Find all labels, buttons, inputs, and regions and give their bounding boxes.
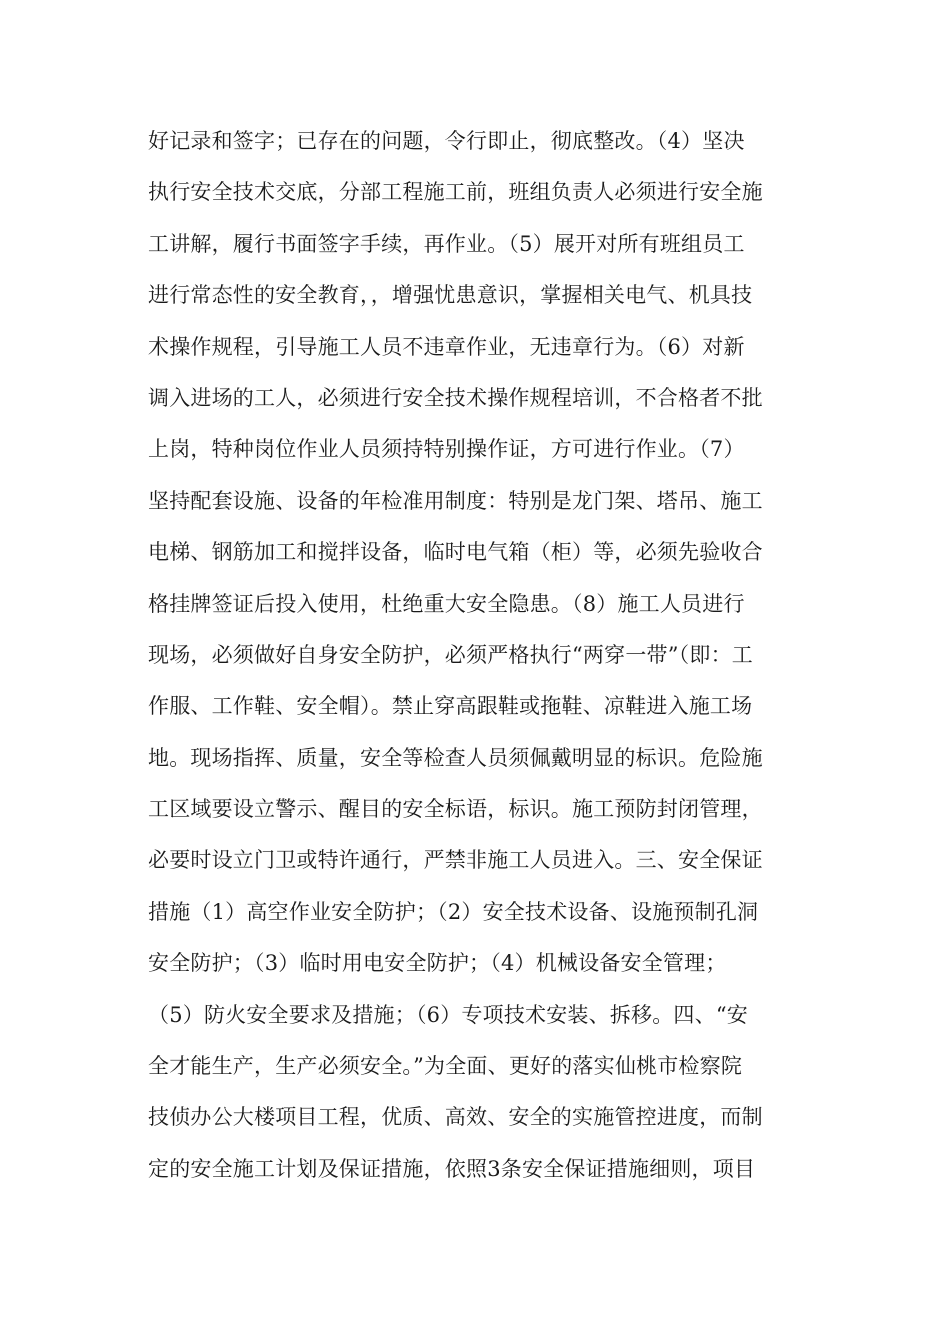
body-text xyxy=(148,116,808,1195)
text-line: 格挂牌签证后投入使用，杜绝重大安全隐患。（8）施工人员进行 xyxy=(148,591,745,616)
text-line: 工讲解，履行书面签字手续，再作业。（5）展开对所有班组员工 xyxy=(148,231,745,256)
text-line: 电梯、钢筋加工和搅拌设备，临时电气箱（柜）等，必须先验收合 xyxy=(148,540,763,565)
text-line: 必要时设立门卫或特许通行，严禁非施工人员进入。三、安全保证 xyxy=(148,848,763,873)
text-line: 工区域要设立警示、醒目的安全标语，标识。施工预防封闭管理， xyxy=(148,797,763,822)
text-line: 定的安全施工计划及保证措施，依照3条安全保证措施细则，项目 xyxy=(148,1156,756,1181)
text-line: 进行常态性的安全教育，，增强忧患意识，掌握相关电气、机具技 xyxy=(148,283,753,308)
text-line: 好记录和签字；已存在的问题，令行即止，彻底整改。（4）坚决 xyxy=(148,129,745,153)
text-line: 调入进场的工人，必须进行安全技术操作规程培训，不合格者不批 xyxy=(148,385,763,410)
text-line: （5）防火安全要求及措施；（6）专项技术安装、拆移。四、“安 xyxy=(148,1002,748,1027)
text-line: 技侦办公大楼项目工程，优质、高效、安全的实施管控进度，而制 xyxy=(148,1105,763,1130)
text-line: 措施（1）高空作业安全防护；（2）安全技术设备、设施预制孔洞 xyxy=(148,899,759,924)
text-line: 作服、工作鞋、安全帽）。禁止穿高跟鞋或拖鞋、凉鞋进入施工场 xyxy=(148,694,753,719)
text-line: 安全防护；（3）临时用电安全防护；（4）机械设备安全管理； xyxy=(148,951,727,976)
text-line: 坚持配套设施、设备的年检准用制度：特别是龙门架、塔吊、施工 xyxy=(148,488,763,513)
text-line: 现场，必须做好自身安全防护，必须严格执行“两穿一带”（即：工 xyxy=(148,642,753,667)
text-line: 全才能生产，生产必须安全。”为全面、更好的落实仙桃市检察院 xyxy=(148,1054,743,1079)
text-line: 上岗，特种岗位作业人员须持特别操作证，方可进行作业。（7） xyxy=(148,437,745,462)
text-line: 地。现场指挥、质量，安全等检查人员须佩戴明显的标识。危险施 xyxy=(148,745,763,770)
text-line: 术操作规程，引导施工人员不违章作业，无违章行为。（6）对新 xyxy=(148,334,745,359)
text-line: 执行安全技术交底，分部工程施工前，班组负责人必须进行安全施 xyxy=(148,180,763,205)
